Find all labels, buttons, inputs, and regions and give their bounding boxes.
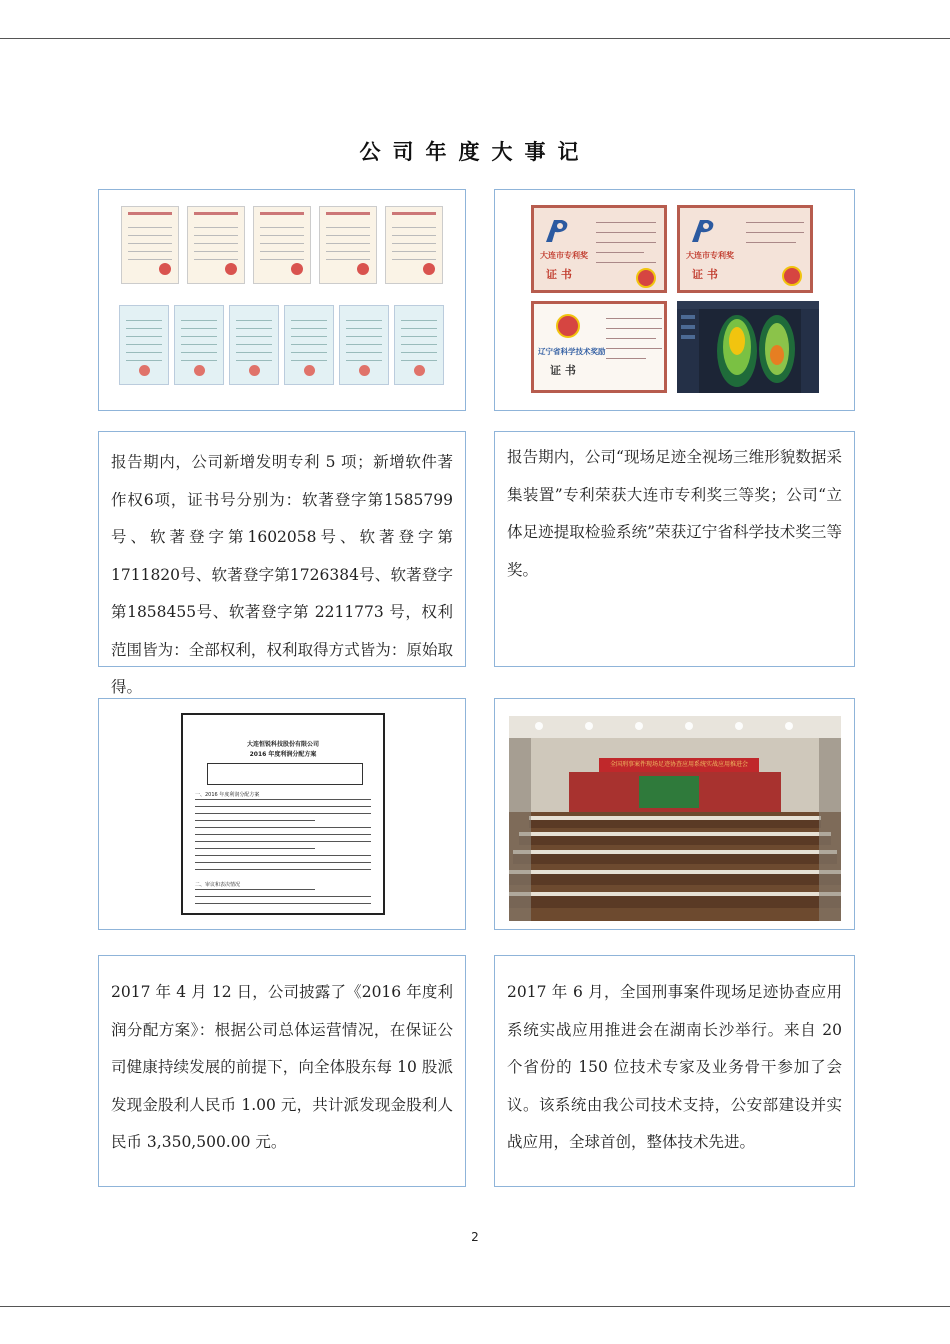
patent-certificate-thumbnail <box>121 206 179 284</box>
seal-icon <box>291 263 303 275</box>
patent-certificates-image <box>98 189 466 411</box>
page-number: 2 <box>471 1230 479 1244</box>
seal-icon <box>194 365 205 376</box>
document-text-line <box>195 820 315 821</box>
footprint-scan-graphic <box>677 301 819 393</box>
award-label: 大连市专利奖 <box>686 251 734 260</box>
document-text-line <box>195 903 371 904</box>
patent-office-logo-icon <box>688 216 718 244</box>
software-certificate-thumbnail <box>284 305 334 385</box>
event-meeting-text <box>494 955 855 1187</box>
document-company: 大连恒锐科技股份有限公司 <box>246 741 319 748</box>
document-page <box>181 713 385 915</box>
patent-certificate-thumbnail <box>253 206 311 284</box>
software-certificate-thumbnail <box>229 305 279 385</box>
patent-certificate-2 <box>677 205 813 293</box>
seal-icon <box>359 365 370 376</box>
seal-icon <box>636 268 656 288</box>
document-text-line <box>195 869 371 870</box>
text-line <box>596 252 644 253</box>
seal-icon <box>782 266 802 286</box>
dividend-plan-document-image <box>98 698 466 930</box>
seal-icon <box>139 365 150 376</box>
patent-certificate-thumbnail <box>385 206 443 284</box>
event-patents-text <box>98 431 466 696</box>
footer-rule <box>0 1306 950 1307</box>
footprint-software-screenshot <box>677 301 819 393</box>
document-text-line <box>195 855 371 856</box>
seal-icon <box>249 365 260 376</box>
document-text-line <box>195 848 315 849</box>
certificate-label: 证 书 <box>550 364 576 377</box>
text-line <box>596 262 656 263</box>
text-line <box>606 358 646 359</box>
conference-hall-graphic <box>509 716 841 921</box>
event-description: 2017 年 6 月，全国刑事案件现场足迹协查应用系统实战应用推进会在湖南长沙举行。来自 20 个省份的 150 位技术专家及业务骨干参加了会议。该系统由我公司技术支持，公安部建设并实战应用，全球首创，整体技术先进。 <box>507 983 842 1151</box>
document-text-line <box>195 862 371 863</box>
document-section-one: 一、2016 年度利润分配方案 <box>195 792 260 798</box>
science-award-certificate <box>531 301 667 393</box>
document-heading: 2016 年度利润分配方案 <box>249 751 317 758</box>
text-line <box>746 242 796 243</box>
text-line <box>596 232 656 233</box>
document-notice-box <box>207 763 363 785</box>
document-text-line <box>195 827 371 828</box>
text-line <box>606 328 662 329</box>
seal-icon <box>225 263 237 275</box>
header-rule <box>0 38 950 39</box>
seal-icon <box>304 365 315 376</box>
patent-office-logo-icon <box>542 216 572 244</box>
document-text-line <box>195 896 371 897</box>
certificate-label: 证 书 <box>692 268 718 281</box>
seal-icon <box>414 365 425 376</box>
event-description: 2017 年 4 月 12 日，公司披露了《2016 年度利润分配方案》：根据公司总体运营情况，在保证公司健康持续发展的前提下，向全体股东每 10 股派发现金股利人民币 1.00 元，共计派发现金股利人民币 3,350,500.00 元。 <box>111 983 453 1151</box>
document-text-line <box>195 834 371 835</box>
text-line <box>746 232 804 233</box>
event-dividend-text <box>98 955 466 1187</box>
software-certificate-thumbnail <box>394 305 444 385</box>
software-certificate-thumbnail <box>339 305 389 385</box>
seal-icon <box>159 263 171 275</box>
patent-certificate-thumbnail <box>319 206 377 284</box>
software-certificate-thumbnail <box>119 305 169 385</box>
national-emblem-icon <box>556 314 580 338</box>
text-line <box>606 338 656 339</box>
award-label: 大连市专利奖 <box>540 251 588 260</box>
meeting-banner: 全国刑事案件现场足迹协查应用系统实战应用推进会 <box>609 761 748 768</box>
document-section-two: 二、审议和表决情况 <box>195 882 241 888</box>
seal-icon <box>357 263 369 275</box>
seal-icon <box>423 263 435 275</box>
meeting-photo <box>494 698 855 930</box>
event-awards-text <box>494 431 855 667</box>
document-text-line <box>195 841 371 842</box>
document-text-line <box>195 889 315 890</box>
document-text-line <box>195 813 371 814</box>
event-description: 报告期内，公司“现场足迹全视场三维形貌数据采集装置”专利荣获大连市专利奖三等奖；公司“立体足迹提取检验系统”荣获辽宁省科学技术奖三等奖。 <box>507 448 842 579</box>
page-title: 公司年度大事记 <box>359 140 591 164</box>
document-text-line <box>195 806 371 807</box>
certificate-label: 证 书 <box>546 268 572 281</box>
text-line <box>596 242 656 243</box>
text-line <box>746 222 804 223</box>
software-certificate-thumbnail <box>174 305 224 385</box>
patent-certificate-1 <box>531 205 667 293</box>
text-line <box>606 318 662 319</box>
award-certificates-image <box>494 189 855 411</box>
text-line <box>606 348 662 349</box>
event-description: 报告期内，公司新增发明专利 5 项；新增软件著作权6项，证书号分别为：软著登字第1585799号、软著登字第1602058号、软著登字第1711820号、软著登字第1726384号、软著登字第1858455号、软著登字第 2211773 号，权利范围皆为：全部权利，权利取得方式皆为：原始取得。 <box>111 453 453 696</box>
text-line <box>596 222 656 223</box>
award-label: 辽宁省科学技术奖励 <box>538 347 606 356</box>
conference-hall-photo <box>509 716 841 921</box>
patent-certificate-thumbnail <box>187 206 245 284</box>
document-text-line <box>195 799 371 800</box>
